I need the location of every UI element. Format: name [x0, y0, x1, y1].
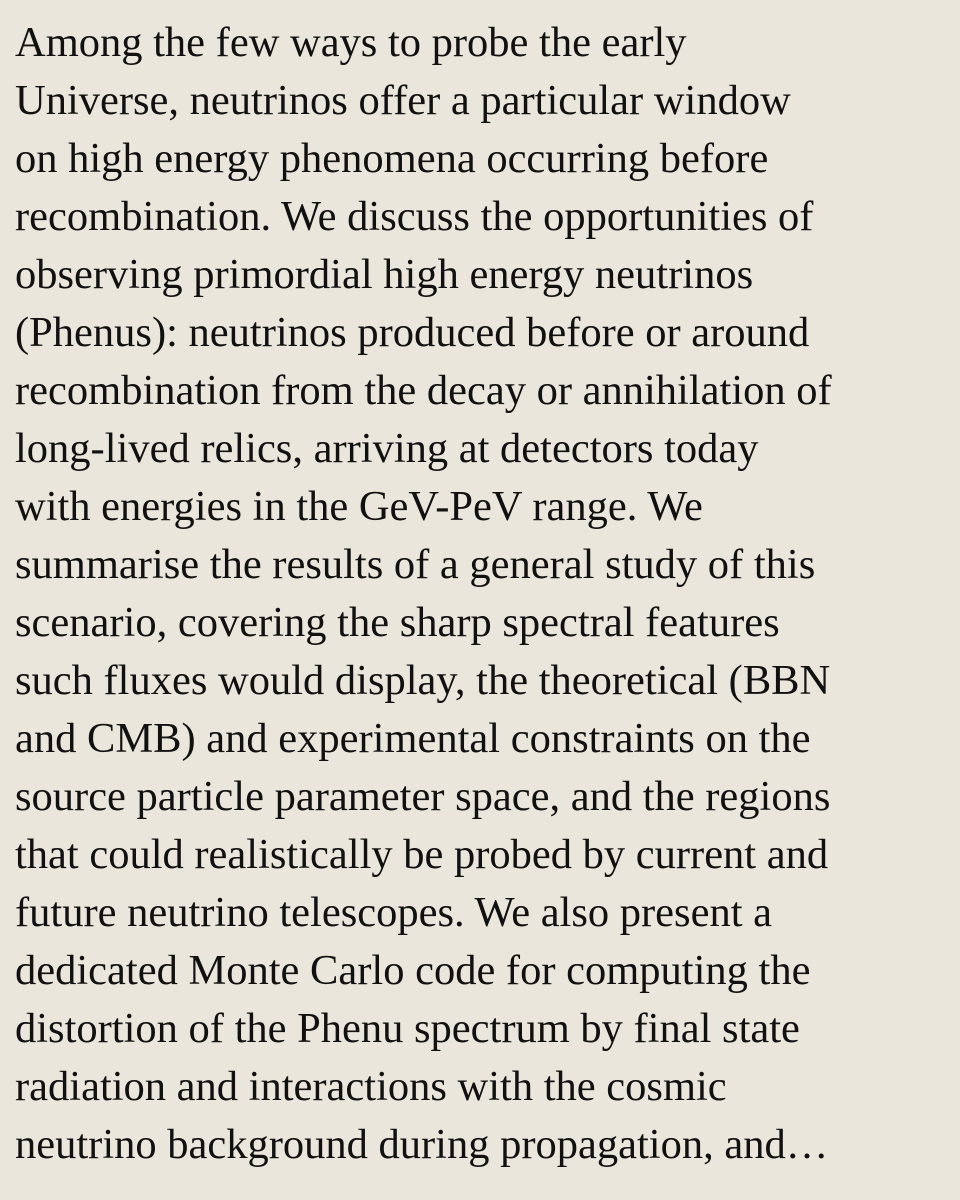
abstract-line: distortion of the Phenu spectrum by final state: [15, 1005, 800, 1052]
abstract-line: radiation and interactions with the cosmic: [15, 1063, 727, 1110]
abstract-line: recombination from the decay or annihilation of: [15, 367, 832, 414]
abstract-line: recombination. We discuss the opportunities of: [15, 193, 814, 240]
abstract-line: neutrino background during propagation, and…: [15, 1121, 829, 1168]
abstract-line: and CMB) and experimental constraints on the: [15, 715, 811, 762]
abstract-text: [15, 14, 955, 1174]
abstract-line: on high energy phenomena occurring before: [15, 135, 769, 182]
abstract-line: source particle parameter space, and the regions: [15, 773, 831, 820]
abstract-line: Among the few ways to probe the early: [15, 19, 687, 66]
abstract-line: scenario, covering the sharp spectral features: [15, 599, 780, 646]
abstract-line: (Phenus): neutrinos produced before or around: [15, 309, 810, 356]
abstract-line: Universe, neutrinos offer a particular window: [15, 77, 791, 124]
abstract-line: that could realistically be probed by current and: [15, 831, 829, 878]
abstract-line: dedicated Monte Carlo code for computing the: [15, 947, 811, 994]
abstract-line: future neutrino telescopes. We also present a: [15, 889, 772, 936]
abstract-line: observing primordial high energy neutrinos: [15, 251, 754, 298]
abstract-line: with energies in the GeV-PeV range. We: [15, 483, 703, 530]
abstract-line: summarise the results of a general study of this: [15, 541, 816, 588]
abstract-line: long-lived relics, arriving at detectors today: [15, 425, 759, 472]
abstract-line: such fluxes would display, the theoretical (BBN: [15, 657, 831, 704]
